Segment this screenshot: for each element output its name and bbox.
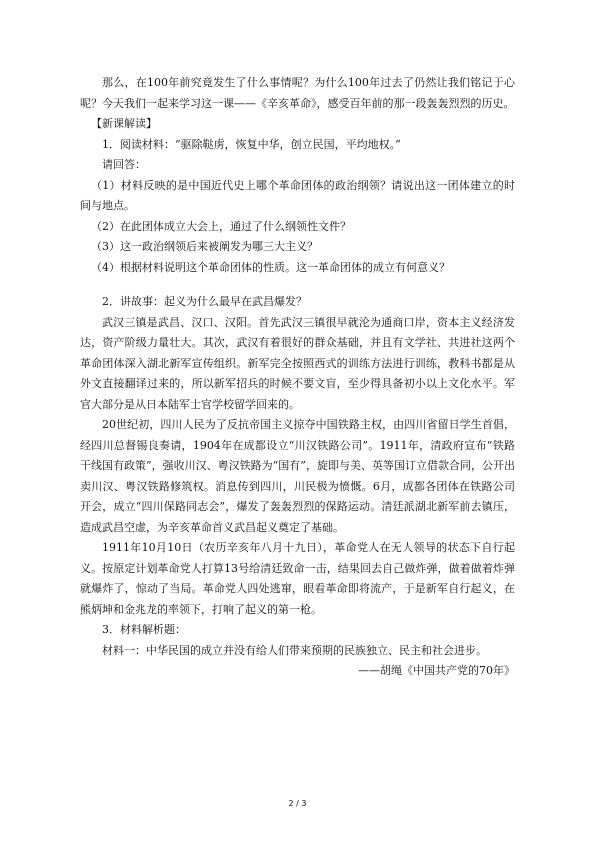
question-3-title: 3．材料解析题：	[102, 623, 186, 636]
question-1-item: （3）这一政治纲领后来被阐发为哪三大主义？	[91, 240, 318, 253]
story-paragraph: 20世纪初，四川人民为了反抗帝国主义掠夺中国铁路主权，由四川省留日学生首倡，经四川总督锡良奏请，1904年在成都设立“川汉铁路公司”。1911年，清政府宣布“铁路干线国有政策”，强收川汉、粤汉铁路为“国有”，旋即与美、英等国订立借款合同，公开出卖川汉、粤汉铁路修筑权。消息传到四川，川民极为愤慨。6月，成都各团体在铁路公司开会，成立“四川保路同志会”，爆发了轰轰烈烈的保路运动。清廷派湖北新军前去镇压，造成武昌空虚，为辛亥革命首义武昌起义奠定了基础。	[80, 418, 515, 534]
question-1-item: （2）在此团体成立大会上，通过了什么纲领性文件？	[91, 219, 351, 233]
material-text: 材料一：中华民国的成立并没有给人们带来预期的民族独立、民主和社会进步。	[102, 643, 487, 657]
question-1-prompt: 请回答：	[102, 158, 146, 171]
spacer	[80, 278, 515, 292]
material-source: ——胡绳《中国共产党的70年》	[358, 664, 515, 677]
page-number: 2 / 3	[288, 799, 307, 808]
intro-paragraph: 那么，在100年前究竟发生了什么事情呢？为什么100年过去了仍然让我们铭记于心呢？今天我们一起来学习这一课——《辛亥革命》，感受百年前的那一段轰轰烈烈的历史。	[80, 76, 515, 110]
question-1-item: （4）根据材料说明这个革命团体的性质。这一革命团体的成立有何意义？	[91, 260, 450, 274]
story-paragraph: 1911年10月10日（农历辛亥年八月十九日），革命党人在无人领导的状态下自行起义。按原定计划革命党人打算13号给清廷致命一击，结果回去自己做炸弹，做着做着炸弹就爆炸了，惊动了当局。革命党人四处逃窜，眼看革命即将流产，于是新军自行起义，在熊炳坤和金兆龙的率领下，打响了起义的第一枪。	[80, 541, 515, 616]
question-2-title: 2．讲故事：起义为什么最早在武昌爆发？	[102, 295, 307, 308]
story-paragraph: 武汉三镇是武昌、汉口、汉阳。首先武汉三镇很早就沦为通商口岸，资本主义经济发达，资产阶级力量壮大。其次，武汉有着很好的群众基础，并且有文学社、共进社这两个革命团体深入湖北新军宣传组织。新军完全按照西式的训练方法进行训练，教科书都是从外文直接翻译过来的，所以新军招兵的时候不要文盲，至少得具备初小以上文化水平。军官大部分是从日本陆军士官学校留学回来的。	[80, 315, 515, 411]
question-1-item: （1）材料反映的是中国近代史上哪个革命团体的政治纲领？请说出这一团体建立的时间与地点。	[80, 178, 515, 212]
question-1-title: 1．阅读材料：“驱除鞑虏，恢复中华，创立民国，平均地权。”	[102, 137, 401, 151]
document-body	[80, 73, 515, 682]
section-heading: 【新课解读】	[91, 117, 157, 130]
